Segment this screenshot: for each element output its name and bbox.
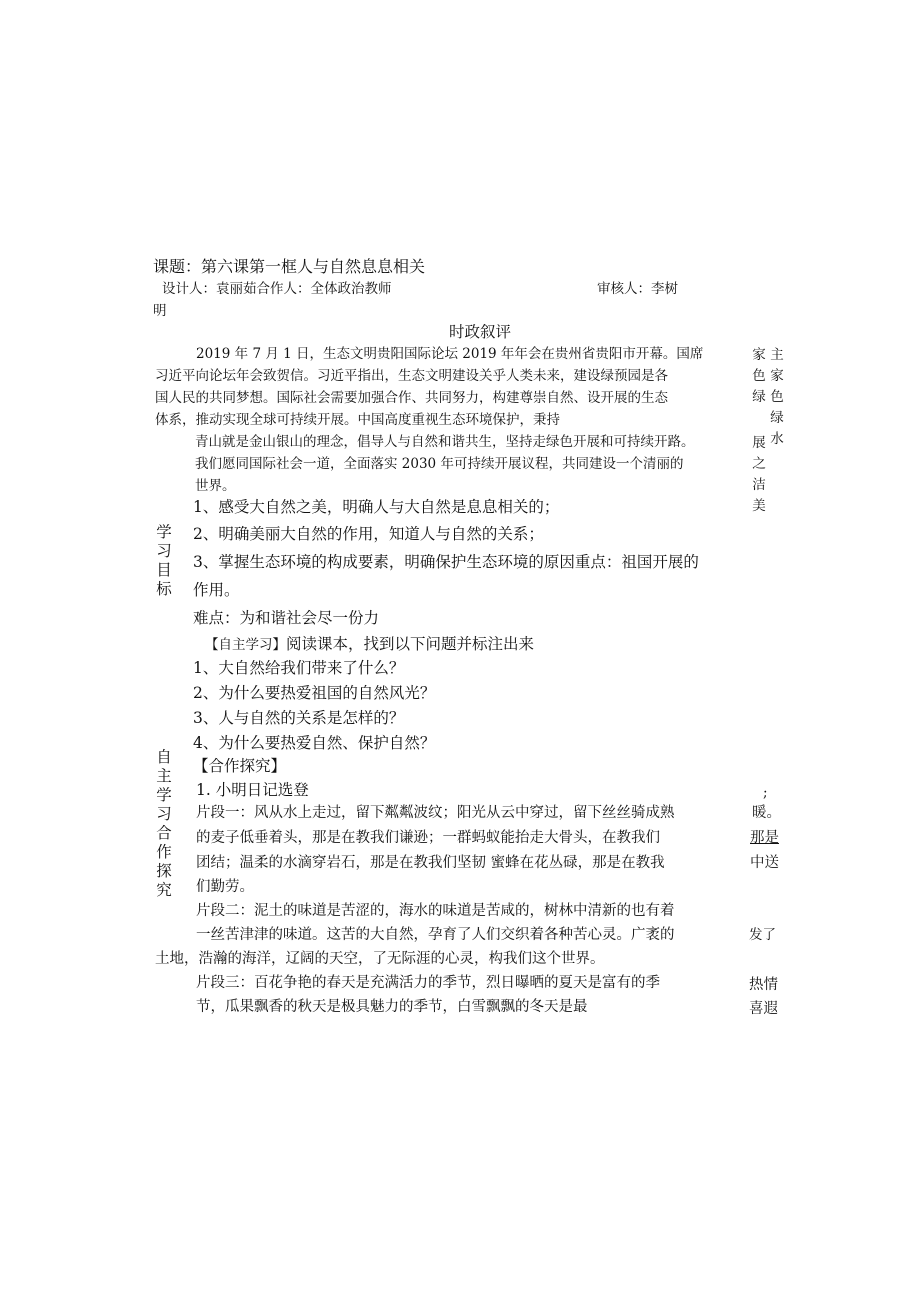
news-margin-col3: 展之洁美 [752, 435, 766, 514]
question-item: 2、为什么要热爱祖国的自然风光？ [193, 684, 436, 702]
segment-line: 团结；温柔的水滴穿岩石，那是在教我们坚韧 蜜蜂在花丛碌，那是在教我 [196, 855, 665, 871]
segment-line: 土地，浩瀚的海洋，辽阔的天空，了无际涯的心灵，构我们这个世界。 [155, 951, 605, 967]
segment-3-margin: 热情 [749, 977, 778, 993]
segment-1-margin: 暖。 [752, 805, 781, 821]
news-line: 2019 年 7 月 1 日，生态文明贵阳国际论坛 2019 年年会在贵州省贵阳市开幕。国席 [196, 346, 704, 362]
reviewer-continued: 明 [153, 303, 167, 319]
question-item: 4、为什么要热爱自然、保护自然？ [193, 734, 436, 752]
segment-line: 们勤劳。 [196, 879, 254, 895]
segment-line: 节，瓜果飘香的秋天是极具魅力的季节，白雪飘飘的冬天是最 [196, 999, 588, 1015]
news-line: 青山就是金山银山的理念，倡导人与自然和谐共生，坚持走绿色开展和可持续开路。 [195, 434, 695, 450]
self-study-instruction: 阅读课本，找到以下问题并标注出来 [286, 635, 535, 653]
self-study-heading [205, 636, 534, 653]
question-item: 3、人与自然的关系是怎样的？ [193, 709, 405, 727]
objective-item: 3、掌握生态环境的构成要素，明确保护生态环境的原因重点：祖国开展的 [193, 553, 699, 571]
designer-line: 设计人：袁丽茹合作人：全体政治教师 [162, 281, 392, 297]
segment-2-margin: 发了 [749, 927, 776, 943]
segment-1-margin: 中送 [750, 855, 779, 871]
objective-item: 2、明确美丽大自然的作用，知道人与自然的关系； [193, 525, 544, 543]
news-title: 时政叙评 [449, 323, 512, 341]
news-line: 国人民的共同梦想。国际社会需要加强合作、共同努力，构建尊崇自然、设开展的生态 [155, 390, 668, 406]
objective-item: 作用。 [193, 581, 240, 599]
cooperation-side-label: 自主学习合作探究 [156, 748, 172, 899]
cooperation-heading: 【合作探究】 [193, 757, 287, 775]
news-line: 世界。 [195, 478, 236, 494]
diary-item-title: 1. 小明日记选登 [196, 781, 309, 799]
news-line: 体系，推动实现全球可持续开展。中国高度重视生态环境保护，秉持 [155, 412, 560, 428]
segment-3-margin: 喜遐 [749, 1001, 778, 1017]
lesson-title: 课题：第六课第一框人与自然息息相关 [153, 257, 426, 276]
news-line: 我们愿同国际社会一道，全面落实 2030 年可持续开展议程，共同建设一个清丽的 [195, 456, 684, 472]
question-item: 1、大自然给我们带来了什么？ [193, 659, 405, 677]
segment-1-margin: 那是 [750, 830, 779, 846]
difficulty-point: 难点：为和谐社会尽一份力 [193, 609, 380, 627]
news-margin-col2: 主家色绿水 [770, 347, 784, 447]
news-line: 习近平向论坛年会致贺信。习近平指出，生态文明建设关乎人类未来，建设绿预园是各 [155, 368, 668, 384]
news-margin-col1: 家色绿 [752, 347, 766, 405]
objective-item: 1、感受大自然之美，明确人与大自然是息息相关的； [193, 498, 560, 516]
segment-line: 片段三：百花争艳的春天是充满活力的季节，烈日曝晒的夏天是富有的季 [196, 975, 660, 991]
objectives-side-label: 学习目标 [156, 523, 172, 598]
segment-1-margin: ; [763, 785, 768, 801]
segment-line: 片段一：风从水上走过，留下粼粼波纹；阳光从云中穿过，留下丝丝骑成熟 [196, 805, 675, 821]
segment-line: 片段二：泥土的味道是苦涩的，海水的味道是苦咸的，树林中清新的也有着 [196, 903, 675, 919]
segment-line: 一丝苦津津的味道。这苦的大自然，孕育了人们交织着各种苦心灵。广袤的 [196, 927, 675, 943]
self-study-tag: 【自主学习】 [205, 637, 286, 653]
segment-line: 的麦子低垂着头，那是在教我们谦逊；一群蚂蚁能抬走大骨头，在教我们 [196, 830, 660, 846]
reviewer: 审核人：李树 [597, 281, 678, 297]
